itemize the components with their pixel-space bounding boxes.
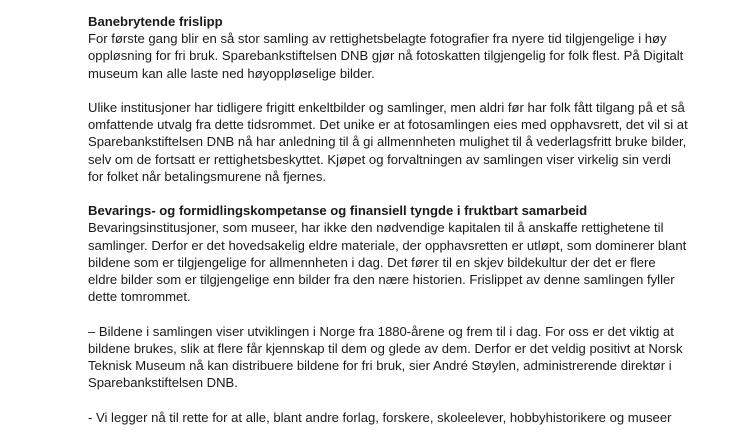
paragraph-quote-stoylen: – Bildene i samlingen viser utviklingen i Norge fra 1880-årene og frem til i dag. For oss er det viktig at bildene brukes, slik at flere får kjennskap til dem og glede av dem. Derfor er det veldig positivt at Norsk Teknisk Museum nå kan distribuere bildene for fri bruk, sier André Støylen, administrerende direktør i Sparebankstiftelsen DNB. <box>88 323 683 391</box>
section-heading-banebrytende: Banebrytende frislipp <box>88 14 223 29</box>
paragraph-institutions: Ulike institusjoner har tidligere frigitt enkeltbilder og samlinger, men aldri før har folk fått tilgang på et så omfattende utvalg fra dette tidsrommet. Det unike er at fotosamlingen eies med opphavsrett, det vil si at Sparebankstiftelsen DNB nå har anledning til å gi allmennheten mulighet til å vederlagsfritt bruke bilder, selv om de fortsatt er rettighetsbeskyttet. Kjøpet og forvaltningen av samlingen viser virkelig sin verdi for folket når betalingsmurene nå fjernes. <box>88 100 688 184</box>
paragraph-quote-continued: - Vi legger nå til rette for at alle, blant andre forlag, forskere, skoleelever, hobbyhistorikere og museer <box>88 409 672 425</box>
document-page <box>88 13 688 443</box>
paragraph-bevaring: Bevaringsinstitusjoner, som museer, har ikke den nødvendige kapitalen til å anskaffe rettighetene til samlinger. Derfor er det hovedsakelig eldre materiale, der opphavsretten er utløpt, som dominerer blant bildene som er tilgjengelige for allmennheten i dag. Det fører til en skjev bildekultur der det er flere eldre bilder som er tilgjengelige enn bilder fra den nære historien. Frislippet av denne samlingen fyller dette tomrommet. <box>88 220 687 305</box>
paragraph-intro: For første gang blir en så stor samling av rettighetsbelagte fotografier fra nyere tid tilgjengelige i høy oppløsning for fri bruk. Sparebankstiftelsen DNB gjør nå fotoskatten tilgjengelig for folk flest. På Digitalt museum kan alle laste ned høyoppløselige bilder. <box>88 31 684 81</box>
section-heading-bevaring: Bevarings- og formidlingskompetanse og finansiell tyngde i fruktbart samarbeid <box>88 203 588 219</box>
